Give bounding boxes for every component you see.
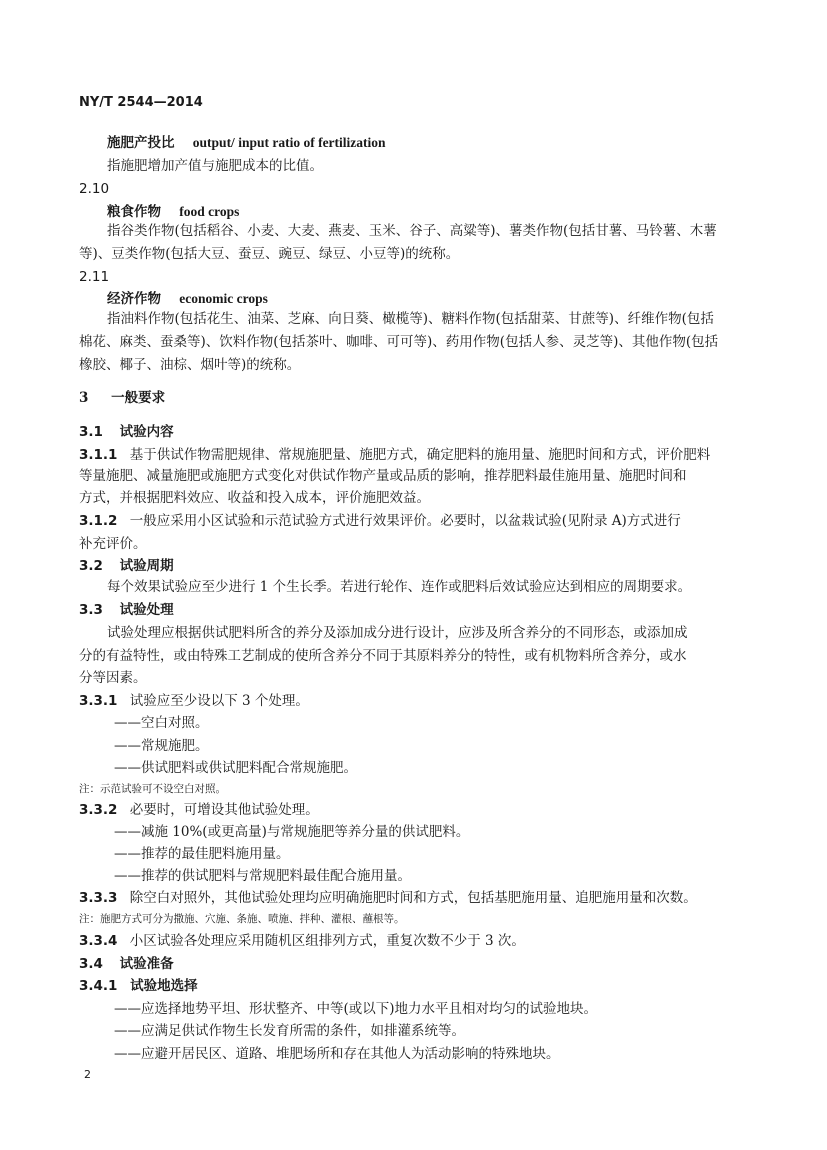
section-heading — [79, 955, 174, 973]
section-title: 试验周期 — [119, 558, 174, 574]
clause-text-line: 每个效果试验应至少进行 1 个生长季。若进行轮作、连作或肥料后效试验应达到相应的周期要求。 — [107, 579, 692, 595]
clause-number: 3.3.2 — [79, 802, 118, 818]
section-heading — [79, 423, 174, 441]
clause-line — [79, 692, 309, 710]
clause-text-line: 分等因素。 — [79, 670, 147, 686]
clause-line — [79, 512, 681, 530]
list-item: ——推荐的最佳肥料施用量。 — [114, 846, 290, 862]
term-cn: 经济作物 — [107, 291, 161, 307]
clause-text-line: 等量施肥、减量施肥或施肥方式变化对供试作物产量或品质的影响，推荐肥料最佳施用量、施肥时间和 — [79, 468, 687, 484]
section-title: 试验处理 — [119, 602, 174, 618]
clause-line — [79, 889, 697, 907]
clause-text: 基于供试作物需肥规律、常规施肥量、施肥方式，确定肥料的施用量、施肥时间和方式，评价肥料 — [129, 447, 711, 463]
list-item: ——空白对照。 — [114, 715, 209, 731]
term-definition-line: 指谷类作物(包括稻谷、小麦、大麦、燕麦、玉米、谷子、高粱等)、薯类作物(包括甘薯、马铃薯、木薯 — [107, 223, 717, 239]
clause-text-line: 试验处理应根据供试肥料所含的养分及添加成分进行设计，应涉及所含养分的不同形态，或添加成 — [107, 625, 688, 641]
section-number: 3.2 — [79, 558, 103, 574]
clause-text: 小区试验各处理应采用随机区组排列方式，重复次数不少于 3 次。 — [129, 933, 525, 949]
section-heading — [79, 557, 174, 575]
term-en: economic crops — [179, 291, 268, 306]
term-heading — [107, 134, 386, 152]
page-number: 2 — [84, 1068, 91, 1081]
clause-title: 试验地选择 — [130, 978, 198, 994]
clause-number: 3.1.1 — [79, 447, 118, 463]
document-header-id: NY/T 2544—2014 — [79, 95, 203, 110]
section-number: 3.1 — [79, 424, 103, 440]
list-item: ——供试肥料或供试肥料配合常规施肥。 — [114, 760, 357, 776]
clause-line — [79, 446, 710, 464]
chapter-title: 一般要求 — [111, 390, 166, 406]
term-definition: 指施肥增加产值与施肥成本的比值。 — [107, 158, 323, 174]
term-definition-line: 橡胶、椰子、油棕、烟叶等)的统称。 — [79, 357, 301, 373]
clause-line — [79, 801, 319, 819]
list-item: ——常规施肥。 — [114, 738, 209, 754]
term-heading — [107, 203, 239, 221]
section-heading — [79, 601, 174, 619]
clause-number: 3.3.1 — [79, 693, 118, 709]
list-item: ——应避开居民区、道路、堆肥场所和存在其他人为活动影响的特殊地块。 — [114, 1046, 560, 1062]
clause-number: 3.4.1 — [79, 978, 118, 994]
clause-text: 试验应至少设以下 3 个处理。 — [129, 693, 309, 709]
clause-text: 一般应采用小区试验和示范试验方式进行效果评价。必要时，以盆栽试验(见附录 A)方式进行 — [129, 513, 681, 529]
term-cn: 施肥产投比 — [107, 135, 175, 151]
clause-heading — [79, 977, 198, 995]
list-item: ——应满足供试作物生长发育所需的条件，如排灌系统等。 — [114, 1023, 465, 1039]
clause-number: 3.3.3 — [79, 890, 118, 906]
note-text: 注：施肥方式可分为撒施、穴施、条施、喷施、拌种、灌根、蘸根等。 — [79, 913, 405, 925]
clause-number: 2.11 — [79, 269, 110, 285]
term-cn: 粮食作物 — [107, 204, 161, 220]
clause-number: 2.10 — [79, 181, 110, 197]
chapter-heading — [79, 389, 165, 407]
term-en: food crops — [179, 204, 240, 219]
section-title: 试验内容 — [119, 424, 174, 440]
note-text: 注：示范试验可不设空白对照。 — [79, 783, 226, 795]
clause-text: 必要时，可增设其他试验处理。 — [129, 802, 319, 818]
clause-text: 除空白对照外，其他试验处理均应明确施肥时间和方式，包括基肥施用量、追肥施用量和次数。 — [129, 890, 697, 906]
term-heading — [107, 290, 268, 308]
term-en: output/ input ratio of fertilization — [192, 135, 386, 150]
term-definition-line: 指油料作物(包括花生、油菜、芝麻、向日葵、橄榄等)、糖料作物(包括甜菜、甘蔗等)、纤维作物(包括 — [107, 311, 714, 327]
chapter-number: 3 — [79, 390, 89, 406]
list-item: ——减施 10%(或更高量)与常规施肥等养分量的供试肥料。 — [114, 824, 470, 840]
section-number: 3.4 — [79, 956, 103, 972]
clause-text-line: 分的有益特性，或由特殊工艺制成的使所含养分不同于其原料养分的特性，或有机物料所含养分，或水 — [79, 648, 687, 664]
term-definition-line: 棉花、麻类、蚕桑等)、饮料作物(包括茶叶、咖啡、可可等)、药用作物(包括人参、灵芝等)、其他作物(包括 — [79, 334, 719, 350]
clause-line — [79, 932, 525, 950]
clause-text-line: 方式，并根据肥料效应、收益和投入成本，评价施肥效益。 — [79, 490, 430, 506]
clause-number: 3.3.4 — [79, 933, 118, 949]
list-item: ——推荐的供试肥料与常规肥料最佳配合施用量。 — [114, 868, 411, 884]
term-definition-line: 等)、豆类作物(包括大豆、蚕豆、豌豆、绿豆、小豆等)的统称。 — [79, 246, 460, 262]
clause-number: 3.1.2 — [79, 513, 118, 529]
list-item: ——应选择地势平坦、形状整齐、中等(或以下)地力水平且相对均匀的试验地块。 — [114, 1001, 598, 1017]
section-number: 3.3 — [79, 602, 103, 618]
clause-text-line: 补充评价。 — [79, 536, 147, 552]
section-title: 试验准备 — [119, 956, 174, 972]
